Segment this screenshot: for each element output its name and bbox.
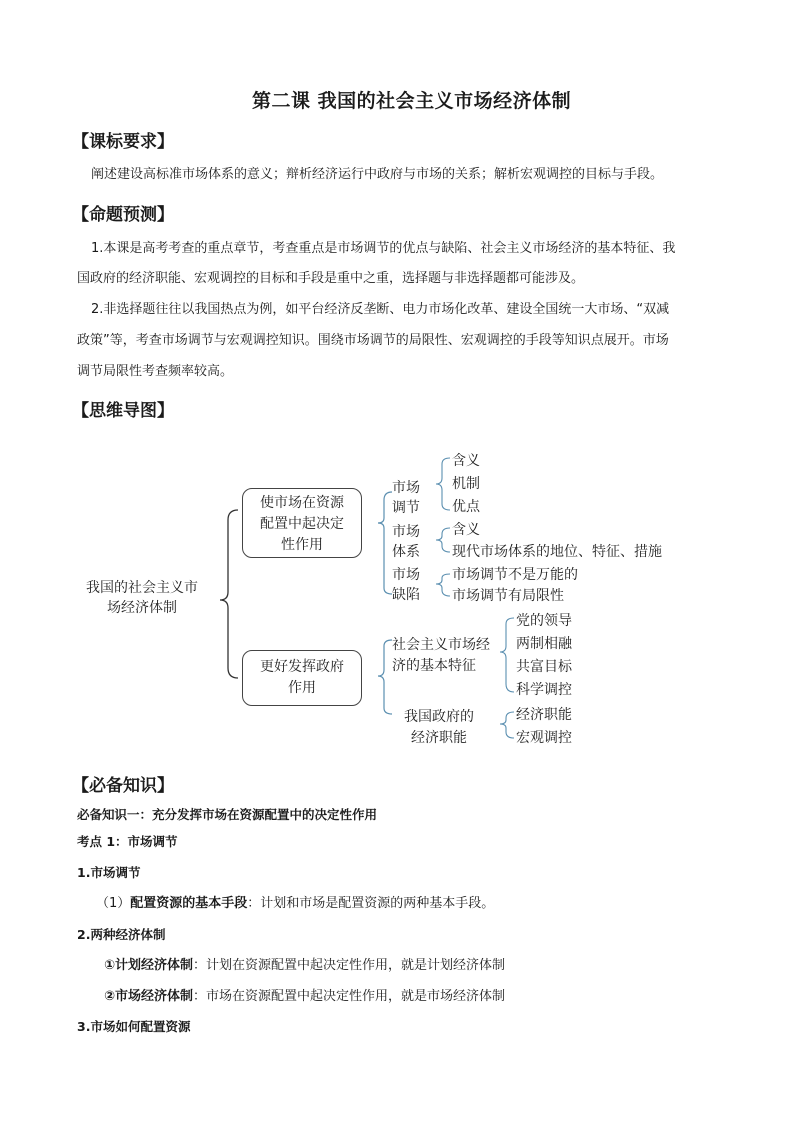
root-line-2: 场经济体制 <box>107 600 177 616</box>
section-knowledge: 【必备知识】 <box>72 776 174 796</box>
features-brace <box>500 618 514 692</box>
h2-item-b-term: ②市场经济体制 <box>104 989 194 1004</box>
adjust-leaves <box>452 450 480 519</box>
features-line-2: 济的基本特征 <box>392 658 476 674</box>
h2-item-a-text: ：计划在资源配置中起决定性作用，就是计划经济体制 <box>193 958 506 973</box>
section-prediction: 【命题预测】 <box>72 205 174 225</box>
system-leaf-1: 含义 <box>452 522 480 538</box>
functions-leaves <box>516 704 572 750</box>
point-1-heading: 考点 1：市场调节 <box>77 834 178 849</box>
adjust-line-1: 市场 <box>392 480 420 496</box>
page-title: 第二课 我国的社会主义市场经济体制 <box>252 90 572 112</box>
branch1-line-3: 性作用 <box>281 537 323 553</box>
features-leaf-2: 两制相融 <box>516 636 572 652</box>
h2-heading: 2.两种经济体制 <box>77 927 166 942</box>
prediction-p2-line3: 调节局限性考查频率较高。 <box>77 364 234 379</box>
functions-brace <box>500 712 514 738</box>
branch1-line-2: 配置中起决定 <box>260 516 344 532</box>
root-line-1: 我国的社会主义市 <box>86 580 198 596</box>
system-line-2: 体系 <box>392 544 420 560</box>
branch1-node <box>248 493 356 556</box>
branch2-brace <box>378 640 392 714</box>
h2-item-a-term: ①计划经济体制 <box>104 958 194 973</box>
root-brace <box>220 510 238 678</box>
adjust-line-2: 调节 <box>392 500 420 516</box>
system-line-1: 市场 <box>392 524 420 540</box>
branch1-brace <box>378 492 392 594</box>
defect-brace <box>436 574 450 596</box>
defect-line-1: 市场 <box>392 567 420 583</box>
section-standard: 【课标要求】 <box>72 132 174 152</box>
defect-node <box>392 565 420 605</box>
functions-leaf-1: 经济职能 <box>516 707 572 723</box>
adjust-leaf-3: 优点 <box>452 499 480 515</box>
features-line-1: 社会主义市场经 <box>392 637 490 653</box>
h1-heading: 1.市场调节 <box>77 865 141 880</box>
features-node <box>392 635 490 677</box>
prediction-p1-line1: 1.本课是高考考查的重点章节，考查重点是市场调节的优点与缺陷、社会主义市场经济的基本特征、我 <box>91 241 676 256</box>
branch2-node <box>248 657 356 699</box>
defect-leaf-1: 市场调节不是万能的 <box>452 567 578 583</box>
prediction-p2-line2: 政策”等，考查市场调节与宏观调控知识。围绕市场调节的局限性、宏观调控的手段等知识点展开。市场 <box>77 333 669 348</box>
h1-item-prefix: （1） <box>96 896 131 911</box>
h1-item <box>96 895 494 913</box>
functions-leaf-2: 宏观调控 <box>516 730 572 746</box>
features-leaf-4: 科学调控 <box>516 682 572 698</box>
branch2-line-2: 作用 <box>288 680 316 696</box>
features-leaf-3: 共富目标 <box>516 659 572 675</box>
adjust-leaf-2: 机制 <box>452 476 480 492</box>
features-leaves <box>516 610 572 702</box>
h2-item-b-text: ：市场在资源配置中起决定性作用，就是市场经济体制 <box>193 989 506 1004</box>
branch2-line-1: 更好发挥政府 <box>260 659 344 675</box>
functions-line-2: 经济职能 <box>411 730 467 746</box>
system-brace <box>436 528 450 552</box>
defect-leaves <box>452 565 578 607</box>
prediction-p1-line2: 国政府的经济职能、宏观调控的目标和手段是重中之重，选择题与非选择题都可能涉及。 <box>77 271 585 286</box>
prediction-p2-line1: 2.非选择题往往以我国热点为例，如平台经济反垄断、电力市场化改革、建设全国统一大市场、“双减 <box>91 302 670 317</box>
adjust-brace <box>436 458 450 510</box>
h1-item-text: ：计划和市场是配置资源的两种基本手段。 <box>247 896 495 911</box>
system-leaf-2: 现代市场体系的地位、特征、措施 <box>452 544 662 560</box>
defect-leaf-2: 市场调节有局限性 <box>452 588 564 604</box>
adjust-node <box>392 478 420 518</box>
h3-heading: 3.市场如何配置资源 <box>77 1019 191 1034</box>
h2-item-b <box>104 988 505 1006</box>
features-leaf-1: 党的领导 <box>516 613 572 629</box>
standard-text: 阐述建设高标准市场体系的意义；辩析经济运行中政府与市场的关系；解析宏观调控的目标与手段。 <box>91 167 664 182</box>
section-mindmap: 【思维导图】 <box>72 401 174 421</box>
functions-node <box>404 707 474 749</box>
root-node <box>86 578 198 618</box>
system-node <box>392 522 420 562</box>
functions-line-1: 我国政府的 <box>404 709 474 725</box>
h1-item-term: 配置资源的基本手段 <box>130 896 248 911</box>
adjust-leaf-1: 含义 <box>452 453 480 469</box>
branch1-line-1: 使市场在资源 <box>260 495 344 511</box>
defect-line-2: 缺陷 <box>392 587 420 603</box>
h2-item-a <box>104 957 505 975</box>
system-leaves <box>452 519 662 563</box>
knowledge-1-heading: 必备知识一：充分发挥市场在资源配置中的决定性作用 <box>77 807 378 822</box>
